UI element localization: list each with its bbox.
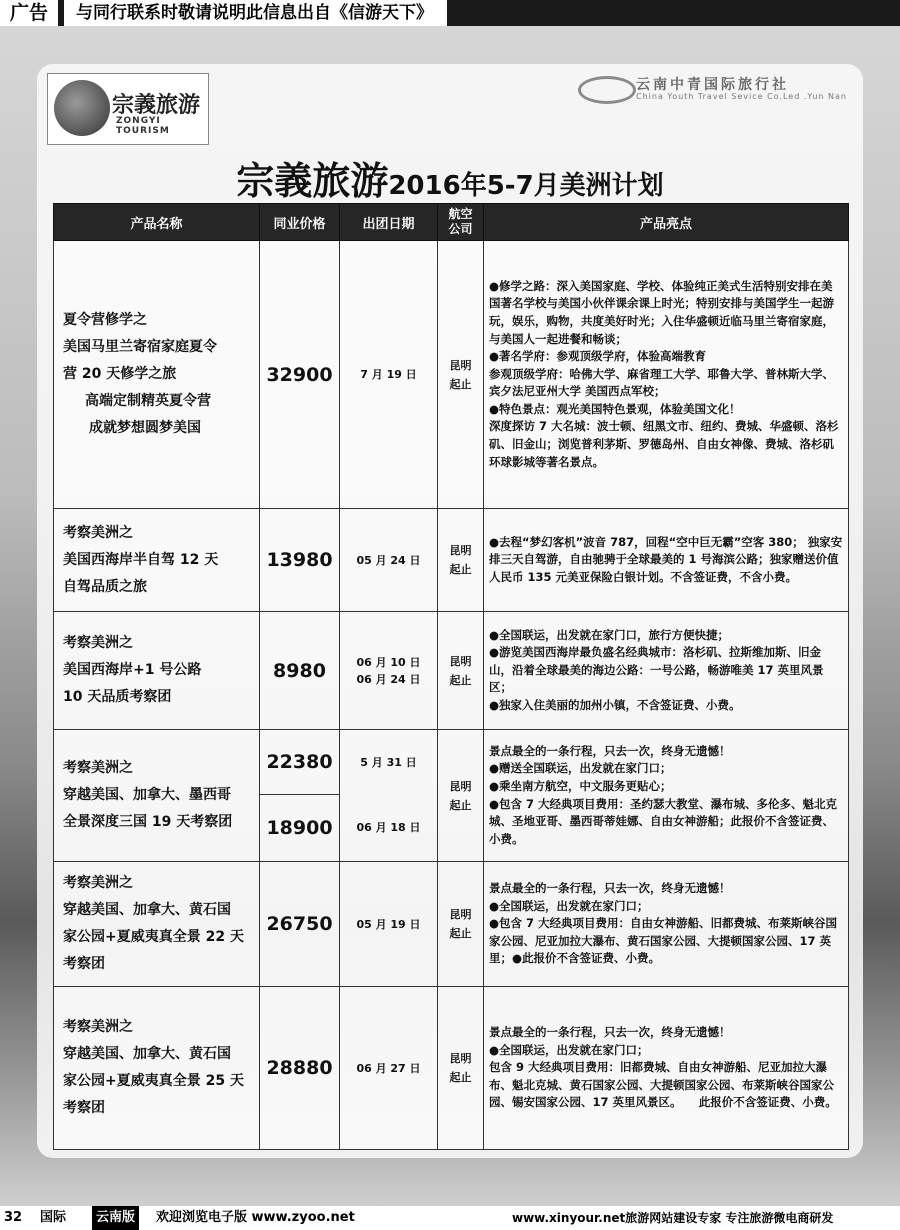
header-airline: 航空公司 <box>438 204 484 241</box>
header-date: 出团日期 <box>340 204 438 241</box>
agency-mark-icon <box>578 76 636 104</box>
page-title <box>0 150 900 205</box>
departure-date: 06 月 27 日 <box>340 987 438 1150</box>
title-brand: 宗義旅游 <box>236 159 389 203</box>
header-highlights: 产品亮点 <box>484 204 849 241</box>
footer-right-text: www.xinyour.net旅游网站建设专家 专注旅游微电商研发 <box>512 1211 834 1225</box>
airline: 昆明 起止 <box>438 862 484 987</box>
logo-name-cn: 宗義旅游 <box>112 93 201 118</box>
price: 8980 <box>260 612 340 730</box>
logo-name-en: ZONGYI TOURISM <box>116 116 170 136</box>
price-pair <box>260 730 340 862</box>
table-row <box>54 612 849 730</box>
airline: 昆明 起止 <box>438 730 484 862</box>
table-row <box>54 730 849 862</box>
highlights: 景点最全的一条行程，只去一次，终身无遗憾！ ●赠送全国联运，出发就在家门口； ●乘坐南方航空，中文服务更贴心； ●包含 7 大经典项目费用：圣约瑟大教堂、瀑布城、多伦多、魁北克城、圣地亚哥、墨西哥蒂娃娜、自由女神游船；此报价不含签证费、小费。 <box>484 730 849 862</box>
price: 13980 <box>260 509 340 612</box>
price: 22380 <box>266 751 333 773</box>
table-row <box>54 509 849 612</box>
ad-label: 广告 <box>0 0 58 26</box>
price: 32900 <box>260 241 340 509</box>
departure-date: 7 月 19 日 <box>340 241 438 509</box>
table-header-row <box>54 204 849 241</box>
edition-label: 云南版 <box>92 1206 139 1230</box>
price: 18900 <box>260 794 339 861</box>
product-name: 考察美洲之 穿越美国、加拿大、墨西哥 全景深度三国 19 天考察团 <box>54 730 260 862</box>
footprint-icon <box>54 80 110 136</box>
agency-name-cn: 云南中青国际旅行社 <box>636 77 789 93</box>
header-product-name: 产品名称 <box>54 204 260 241</box>
product-table <box>53 203 849 1150</box>
departure-date-pair <box>340 730 438 862</box>
price: 26750 <box>260 862 340 987</box>
product-name: 考察美洲之 美国西海岸+1 号公路 10 天品质考察团 <box>54 612 260 730</box>
highlights: ●全国联运，出发就在家门口，旅行方便快捷； ●游览美国西海岸最负盛名经典城市：洛杉矶、拉斯维加斯、旧金山，沿着全球最美的海边公路：一号公路，畅游唯美 17 英里风景区； ●独家入住美丽的加州小镇，不含签证费、小费。 <box>484 612 849 730</box>
highlights: 景点最全的一条行程，只去一次，终身无遗憾！ ●全国联运，出发就在家门口； ●包含 7 大经典项目费用：自由女神游船、旧都费城、布莱斯峡谷国家公园、尼亚加拉大瀑布、黄石国家公园、大提顿国家公园、17 英里；●此报价不含签证费、小费。 <box>484 862 849 987</box>
highlights: ●修学之路：深入美国家庭、学校、体验纯正美式生活特别安排在美国著名学校与美国小伙伴课余课上时光；特别安排与美国学生一起游玩，娱乐，购物，共度美好时光；入住华盛顿近临马里兰寄宿家庭，与美国人一起进餐和畅谈； ●著名学府：参观顶级学府，体验高端教育 参观顶级学府：哈佛大学、麻省理工大学、耶鲁大学、普林斯大学、宾夕法尼亚州大学 美国西点军校； ●特色景点：观光美国特色景观，体验美国文化！ 深度探访 7 大名城：波士顿、纽黑文市、纽约、费城、华盛顿、洛杉矶、旧金山；浏览普利茅斯、罗德岛州、自由女神像、费城、洛杉矶环球影城等著名景点。 <box>484 241 849 509</box>
brand-logo <box>47 73 209 145</box>
airline: 昆明 起止 <box>438 612 484 730</box>
agency-logo <box>578 74 868 114</box>
product-name: 考察美洲之 穿越美国、加拿大、黄石国 家公园+夏威夷真全景 22 天 考察团 <box>54 862 260 987</box>
product-name: 夏令营修学之 美国马里兰寄宿家庭夏令 营 20 天修学之旅 高端定制精英夏令营 成就梦想圆梦美国 <box>54 241 260 509</box>
airline: 昆明 起止 <box>438 241 484 509</box>
departure-date: 06 月 18 日 <box>356 820 421 834</box>
table-row <box>54 241 849 509</box>
price: 28880 <box>260 987 340 1150</box>
airline: 昆明 起止 <box>438 509 484 612</box>
header-price: 同业价格 <box>260 204 340 241</box>
product-name: 考察美洲之 美国西海岸半自驾 12 天 自驾品质之旅 <box>54 509 260 612</box>
departure-date: 05 月 19 日 <box>340 862 438 987</box>
title-subtitle: 2016年5-7月美洲计划 <box>388 171 664 201</box>
product-name: 考察美洲之 穿越美国、加拿大、黄石国 家公园+夏威夷真全景 25 天 考察团 <box>54 987 260 1150</box>
agency-name-en: China Youth Travel Sevice Co.Led .Yun Nan <box>636 92 847 101</box>
footer-slogan: 欢迎浏览电子版 www.zyoo.net <box>156 1210 355 1225</box>
footer-bar <box>0 1206 900 1230</box>
page-number: 32 <box>4 1210 23 1225</box>
airline: 昆明 起止 <box>438 987 484 1150</box>
table-row <box>54 987 849 1150</box>
departure-date: 06 月 10 日 06 月 24 日 <box>340 612 438 730</box>
highlights: 景点最全的一条行程，只去一次，终身无遗憾！ ●全国联运，出发就在家门口； 包含 9 大经典项目费用：旧都费城、自由女神游船、尼亚加拉大瀑布、魁北克城、黄石国家公园、大提顿国家公园、布莱斯峡谷国家公园、锡安国家公园、17 英里风景区。 此报价不含签证费、小费。 <box>484 987 849 1150</box>
section-label: 国际 <box>40 1210 67 1225</box>
source-notice: 与同行联系时敬请说明此信息出自《信游天下》 <box>64 0 447 26</box>
departure-date: 05 月 24 日 <box>340 509 438 612</box>
departure-date: 5 月 31 日 <box>360 755 417 769</box>
highlights: ●去程“梦幻客机”波音 787，回程“空中巨无霸”空客 380； 独家安排三天自驾游，自由驰骋于全球最美的 1 号海滨公路；独家赠送价值人民币 135 元美亚保险白银计划。不含签证费，不含小费。 <box>484 509 849 612</box>
table-row <box>54 862 849 987</box>
top-bar <box>0 0 900 26</box>
